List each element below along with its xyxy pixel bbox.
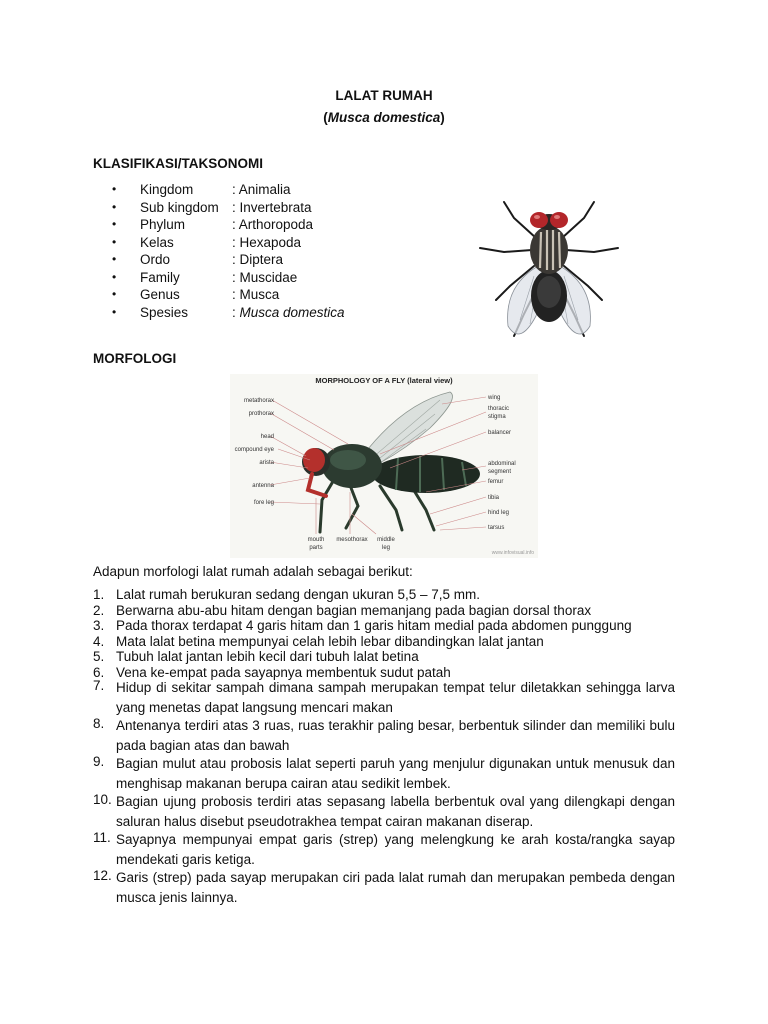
item-number: 3. [93, 618, 105, 633]
list-item [93, 634, 675, 650]
label-head: head [260, 434, 274, 440]
morphology-intro: Adapun morfologi lalat rumah adalah sebagai berikut: [93, 564, 413, 579]
label-wing: wing [488, 395, 501, 401]
item-text: Bagian mulut atau probosis lalat seperti paruh yang menjulur digunakan untuk menusuk dan menghisap makanan berupa cairan atau sedikit lembek. [116, 756, 675, 791]
fly-thorax [530, 226, 568, 274]
bullet-icon: • [112, 269, 117, 284]
item-text: Hidup di sekitar sampah dimana sampah merupakan tempat telur diletakkan sehingga larva yang menetas dapat langsung mencari makan [116, 680, 675, 715]
item-number: 11. [93, 830, 111, 845]
tax-value: : Arthoropoda [232, 217, 314, 232]
left-labels [235, 398, 275, 506]
item-number: 2. [93, 602, 105, 618]
label-femur: femur [488, 479, 504, 485]
label-leg: leg [381, 545, 391, 551]
label-compound-eye: compound eye [234, 447, 274, 453]
list-item [93, 754, 675, 794]
tax-value: : Musca [232, 287, 280, 302]
item-number: 6. [93, 664, 105, 680]
label-middle: middle [377, 537, 395, 543]
bullet-icon: • [112, 199, 117, 214]
diagram-title: MORPHOLOGY OF A FLY (lateral view) [315, 376, 453, 385]
label-metathorax: metathorax [243, 398, 274, 404]
label-parts: parts [309, 545, 323, 551]
label-segment: segment [488, 469, 512, 475]
item-text: Antenanya terdiri atas 3 ruas, ruas terakhir paling besar, berbentuk silinder dan memiliki bulu pada bagian atas dan bawah [116, 718, 675, 753]
morphology-list [93, 587, 675, 906]
tax-value [232, 304, 345, 322]
list-item [93, 603, 675, 619]
bullet-icon: • [112, 304, 117, 319]
classification-list [112, 181, 345, 321]
item-number: 8. [93, 716, 105, 731]
item-number: 5. [93, 649, 105, 664]
list-item [93, 716, 675, 756]
label-mesothorax: mesothorax [336, 537, 368, 543]
list-item [112, 199, 345, 217]
bullet-icon: • [112, 287, 117, 301]
tax-key: Spesies [140, 304, 189, 320]
tax-key: Genus [140, 287, 180, 302]
item-text: Vena ke-empat pada sayapnya membentuk sudut patah [116, 664, 451, 680]
label-tibia: tibia [488, 495, 500, 501]
diagram-watermark: www.infovisual.info [491, 550, 534, 556]
item-number: 1. [93, 587, 105, 602]
tax-key: Kelas [140, 234, 174, 250]
bullet-icon: • [112, 252, 117, 266]
page-title: LALAT RUMAH [335, 88, 433, 103]
compound-eye-left [530, 212, 548, 228]
subtitle-open: ( [323, 110, 328, 125]
label-hind-leg: hind leg [488, 510, 510, 516]
item-number: 10. [93, 792, 112, 807]
compound-eye [303, 448, 325, 472]
tax-value-colon: : [232, 304, 240, 320]
subtitle-close: ) [440, 110, 445, 125]
label-tarsus: tarsus [488, 525, 505, 531]
list-item [93, 618, 675, 634]
list-item [112, 181, 345, 199]
tax-key: Ordo [140, 252, 171, 267]
list-item [112, 304, 345, 322]
label-arista: arista [259, 460, 274, 466]
list-item [112, 216, 345, 234]
list-item [93, 678, 675, 718]
tax-key: Sub kingdom [140, 199, 219, 215]
abdomen-sheen [537, 276, 561, 308]
item-text: Mata lalat betina mempunyai celah lebih lebar dibandingkan lalat jantan [116, 633, 544, 649]
label-mouth: mouth [307, 537, 325, 543]
list-item [112, 251, 345, 269]
bottom-labels [308, 537, 396, 551]
item-text: Berwarna abu-abu hitam dengan bagian memanjang pada bagian dorsal thorax [116, 602, 592, 618]
subtitle-species: Musca domestica [327, 110, 441, 125]
list-item [93, 830, 675, 870]
item-text: Tubuh lalat jantan lebih kecil dari tubuh lalat betina [116, 649, 419, 664]
thorax-sheen [330, 450, 366, 470]
item-number: 12. [93, 868, 112, 883]
list-item [112, 286, 345, 304]
label-balancer: balancer [488, 430, 512, 436]
label-thoracic: thoracic [488, 406, 510, 412]
tax-key: Phylum [140, 217, 186, 232]
page-subtitle [0, 110, 768, 125]
bullet-icon: • [112, 217, 117, 231]
tax-key: Family [140, 269, 180, 285]
tax-value: : Invertebrata [232, 199, 312, 215]
item-text: Sayapnya mempunyai empat garis (strep) yang melengkung ke arah kosta/rangka sayap mendekati garis ketiga. [116, 832, 675, 867]
tax-key: Kingdom [140, 182, 194, 197]
fly-lateral-diagram [230, 374, 538, 558]
list-item [93, 649, 675, 665]
item-number: 4. [93, 633, 105, 649]
item-text: Lalat rumah berukuran sedang dengan ukuran 5,5 – 7,5 mm. [116, 587, 480, 602]
item-number: 7. [93, 678, 105, 693]
proboscis [308, 474, 326, 496]
compound-eye-right [550, 212, 568, 228]
eye-highlight [534, 215, 540, 219]
right-labels [487, 395, 516, 531]
item-text: Garis (strep) pada sayap merupakan ciri pada lalat rumah dan merupakan pembeda dengan musca jenis lainnya. [116, 870, 675, 905]
tax-value: : Animalia [232, 182, 291, 197]
eye-highlight [554, 215, 560, 219]
bullet-icon: • [112, 182, 117, 196]
label-stigma: stigma [488, 414, 506, 420]
list-item [112, 269, 345, 287]
label-abdominal: abdominal [488, 461, 516, 467]
label-prothorax: prothorax [248, 411, 274, 417]
list-item [112, 234, 345, 252]
item-text: Bagian ujung probosis terdiri atas sepasang labella berbentuk oval yang dilengkapi dengan saluran halus disebut pseudotrakhea tempat cairan makanan diserap. [116, 794, 675, 829]
morphology-heading: MORFOLOGI [93, 351, 177, 366]
item-text: Pada thorax terdapat 4 garis hitam dan 1 garis hitam medial pada abdomen punggung [116, 618, 632, 633]
item-number: 9. [93, 754, 105, 769]
bullet-icon: • [112, 234, 117, 249]
tax-value: : Hexapoda [232, 234, 302, 250]
housefly-dorsal-illustration [474, 196, 624, 344]
label-fore-leg: fore leg [253, 500, 274, 506]
label-antenna: antenna [252, 483, 274, 489]
tax-value: : Muscidae [232, 269, 298, 285]
list-item [93, 792, 675, 832]
list-item [93, 587, 675, 603]
list-item [93, 868, 675, 908]
classification-heading: KLASIFIKASI/TAKSONOMI [93, 156, 263, 171]
tax-value: : Diptera [232, 252, 284, 267]
tax-value-species: Musca domestica [239, 304, 345, 320]
